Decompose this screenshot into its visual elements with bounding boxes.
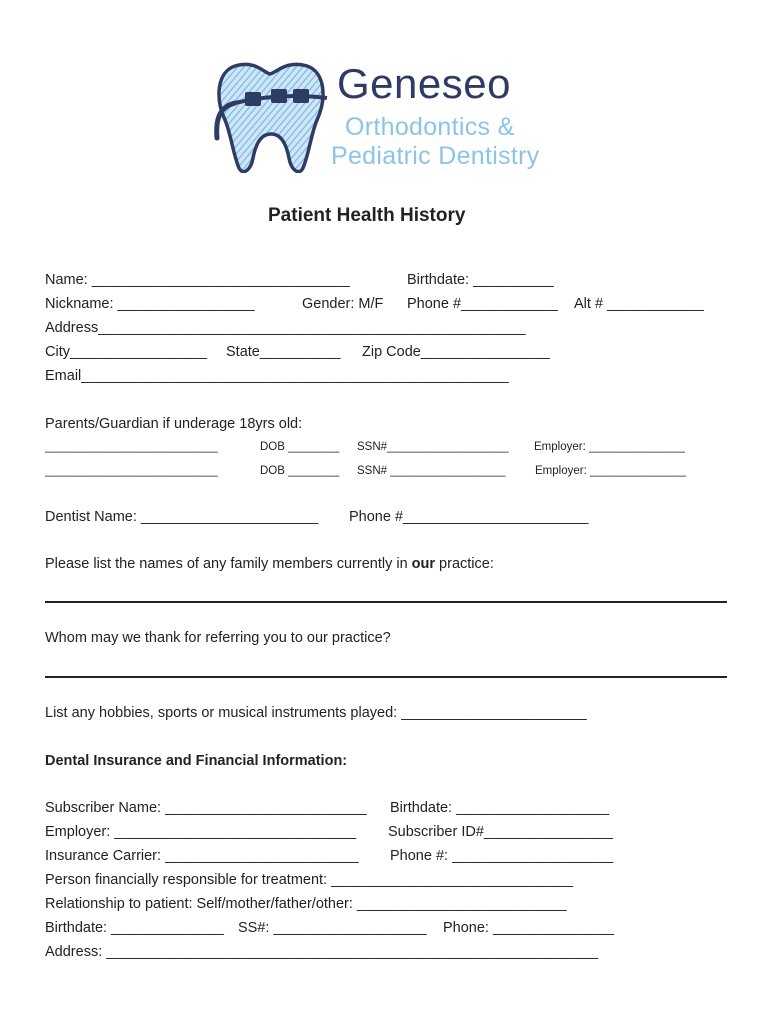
family-question-emphasis: our: [411, 556, 436, 572]
logo-line-2: Pediatric Dentistry: [331, 142, 540, 170]
birthdate-field[interactable]: Birthdate: __________: [407, 272, 554, 288]
insurance-heading: Dental Insurance and Financial Information:: [45, 753, 348, 769]
family-question: [45, 556, 494, 572]
guardian-2-employer-field[interactable]: Employer: _______________: [535, 465, 686, 477]
guardian-2-name-field[interactable]: ___________________________: [45, 465, 218, 477]
logo-name: Geneseo: [337, 60, 511, 107]
practice-logo: [205, 58, 565, 178]
subscriber-name-field[interactable]: Subscriber Name: _________________________: [45, 800, 367, 816]
referral-answer-line[interactable]: [45, 676, 727, 678]
city-field[interactable]: City_________________: [45, 344, 208, 360]
referral-question: Whom may we thank for referring you to our practice?: [45, 630, 391, 646]
family-question-end: practice:: [435, 556, 494, 572]
responsible-ssn-field[interactable]: SS#: ___________________: [238, 920, 427, 936]
guardian-1-name-field[interactable]: ___________________________: [45, 441, 218, 453]
alt-phone-field[interactable]: Alt # ____________: [574, 296, 704, 312]
tooth-with-braces-icon: [205, 58, 330, 173]
state-field[interactable]: State__________: [226, 344, 341, 360]
zip-field[interactable]: Zip Code________________: [362, 344, 550, 360]
guardian-2-dob-field[interactable]: DOB ________: [260, 465, 340, 477]
responsible-person-field[interactable]: Person financially responsible for treatment: ______________________________: [45, 872, 574, 888]
guardian-1-employer-field[interactable]: Employer: _______________: [534, 441, 685, 453]
family-answer-line[interactable]: [45, 601, 727, 603]
guardian-heading: Parents/Guardian if underage 18yrs old:: [45, 416, 303, 432]
dentist-name-field[interactable]: Dentist Name: ______________________: [45, 509, 319, 525]
gender-field[interactable]: Gender: M/F: [302, 296, 384, 312]
guardian-1-ssn-field[interactable]: SSN#___________________: [357, 441, 509, 453]
relationship-field[interactable]: Relationship to patient: Self/mother/father/other: __________________________: [45, 896, 567, 912]
email-field[interactable]: Email_____________________________________________________: [45, 368, 509, 384]
responsible-birthdate-field[interactable]: Birthdate: ______________: [45, 920, 224, 936]
phone-field[interactable]: Phone #____________: [407, 296, 558, 312]
subscriber-employer-field[interactable]: Employer: ______________________________: [45, 824, 357, 840]
subscriber-id-field[interactable]: Subscriber ID#________________: [388, 824, 613, 840]
hobbies-field[interactable]: List any hobbies, sports or musical instruments played: _______________________: [45, 705, 587, 721]
name-field[interactable]: Name: ________________________________: [45, 272, 350, 288]
responsible-phone-field[interactable]: Phone: _______________: [443, 920, 614, 936]
guardian-2-ssn-field[interactable]: SSN# __________________: [357, 465, 506, 477]
logo-line-1: Orthodontics &: [345, 113, 515, 141]
responsible-address-field[interactable]: Address: _____________________________________________________________: [45, 944, 599, 960]
subscriber-birthdate-field[interactable]: Birthdate: ___________________: [390, 800, 610, 816]
insurance-phone-field[interactable]: Phone #: ____________________: [390, 848, 614, 864]
dentist-phone-field[interactable]: Phone #_______________________: [349, 509, 589, 525]
family-question-text: Please list the names of any family members currently in: [45, 556, 412, 572]
address-field[interactable]: Address_____________________________________________________: [45, 320, 526, 336]
nickname-field[interactable]: Nickname: _________________: [45, 296, 255, 312]
page-title: Patient Health History: [268, 205, 466, 226]
insurance-carrier-field[interactable]: Insurance Carrier: ________________________: [45, 848, 359, 864]
guardian-1-dob-field[interactable]: DOB ________: [260, 441, 340, 453]
